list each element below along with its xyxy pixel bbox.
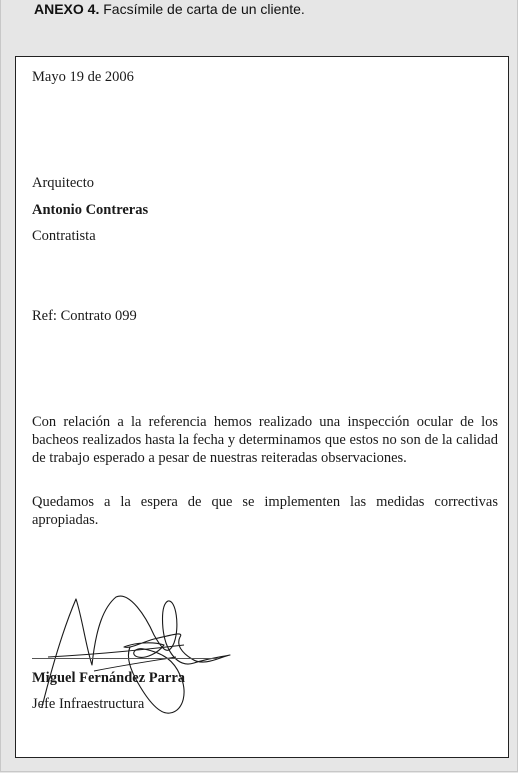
recipient-name: Antonio Contreras <box>32 202 149 218</box>
letter-facsimile <box>15 56 509 758</box>
recipient-title: Arquitecto <box>32 175 95 191</box>
letter-date: Mayo 19 de 2006 <box>32 69 134 85</box>
signature-line <box>32 658 218 659</box>
body-paragraph-2: Quedamos a la espera de que se implementen las medidas correctivas apropiadas. <box>32 494 498 528</box>
recipient-role: Contratista <box>32 228 96 244</box>
body-paragraph-1: Con relación a la referencia hemos realizado una inspección ocular de los bacheos realizados hasta la fecha y determinamos que estos no son de la calidad de trabajo esperado a pesar de nuestras reiteradas observaciones. <box>32 414 498 466</box>
annex-caption: Facsímile de carta de un cliente. <box>103 1 305 17</box>
reference-line: Ref: Contrato 099 <box>32 308 137 324</box>
signer-name: Miguel Fernández Parra <box>32 670 186 686</box>
annex-heading <box>34 1 305 17</box>
signer-role: Jefe Infraestructura <box>32 696 145 712</box>
annex-label: ANEXO 4. <box>34 1 100 17</box>
